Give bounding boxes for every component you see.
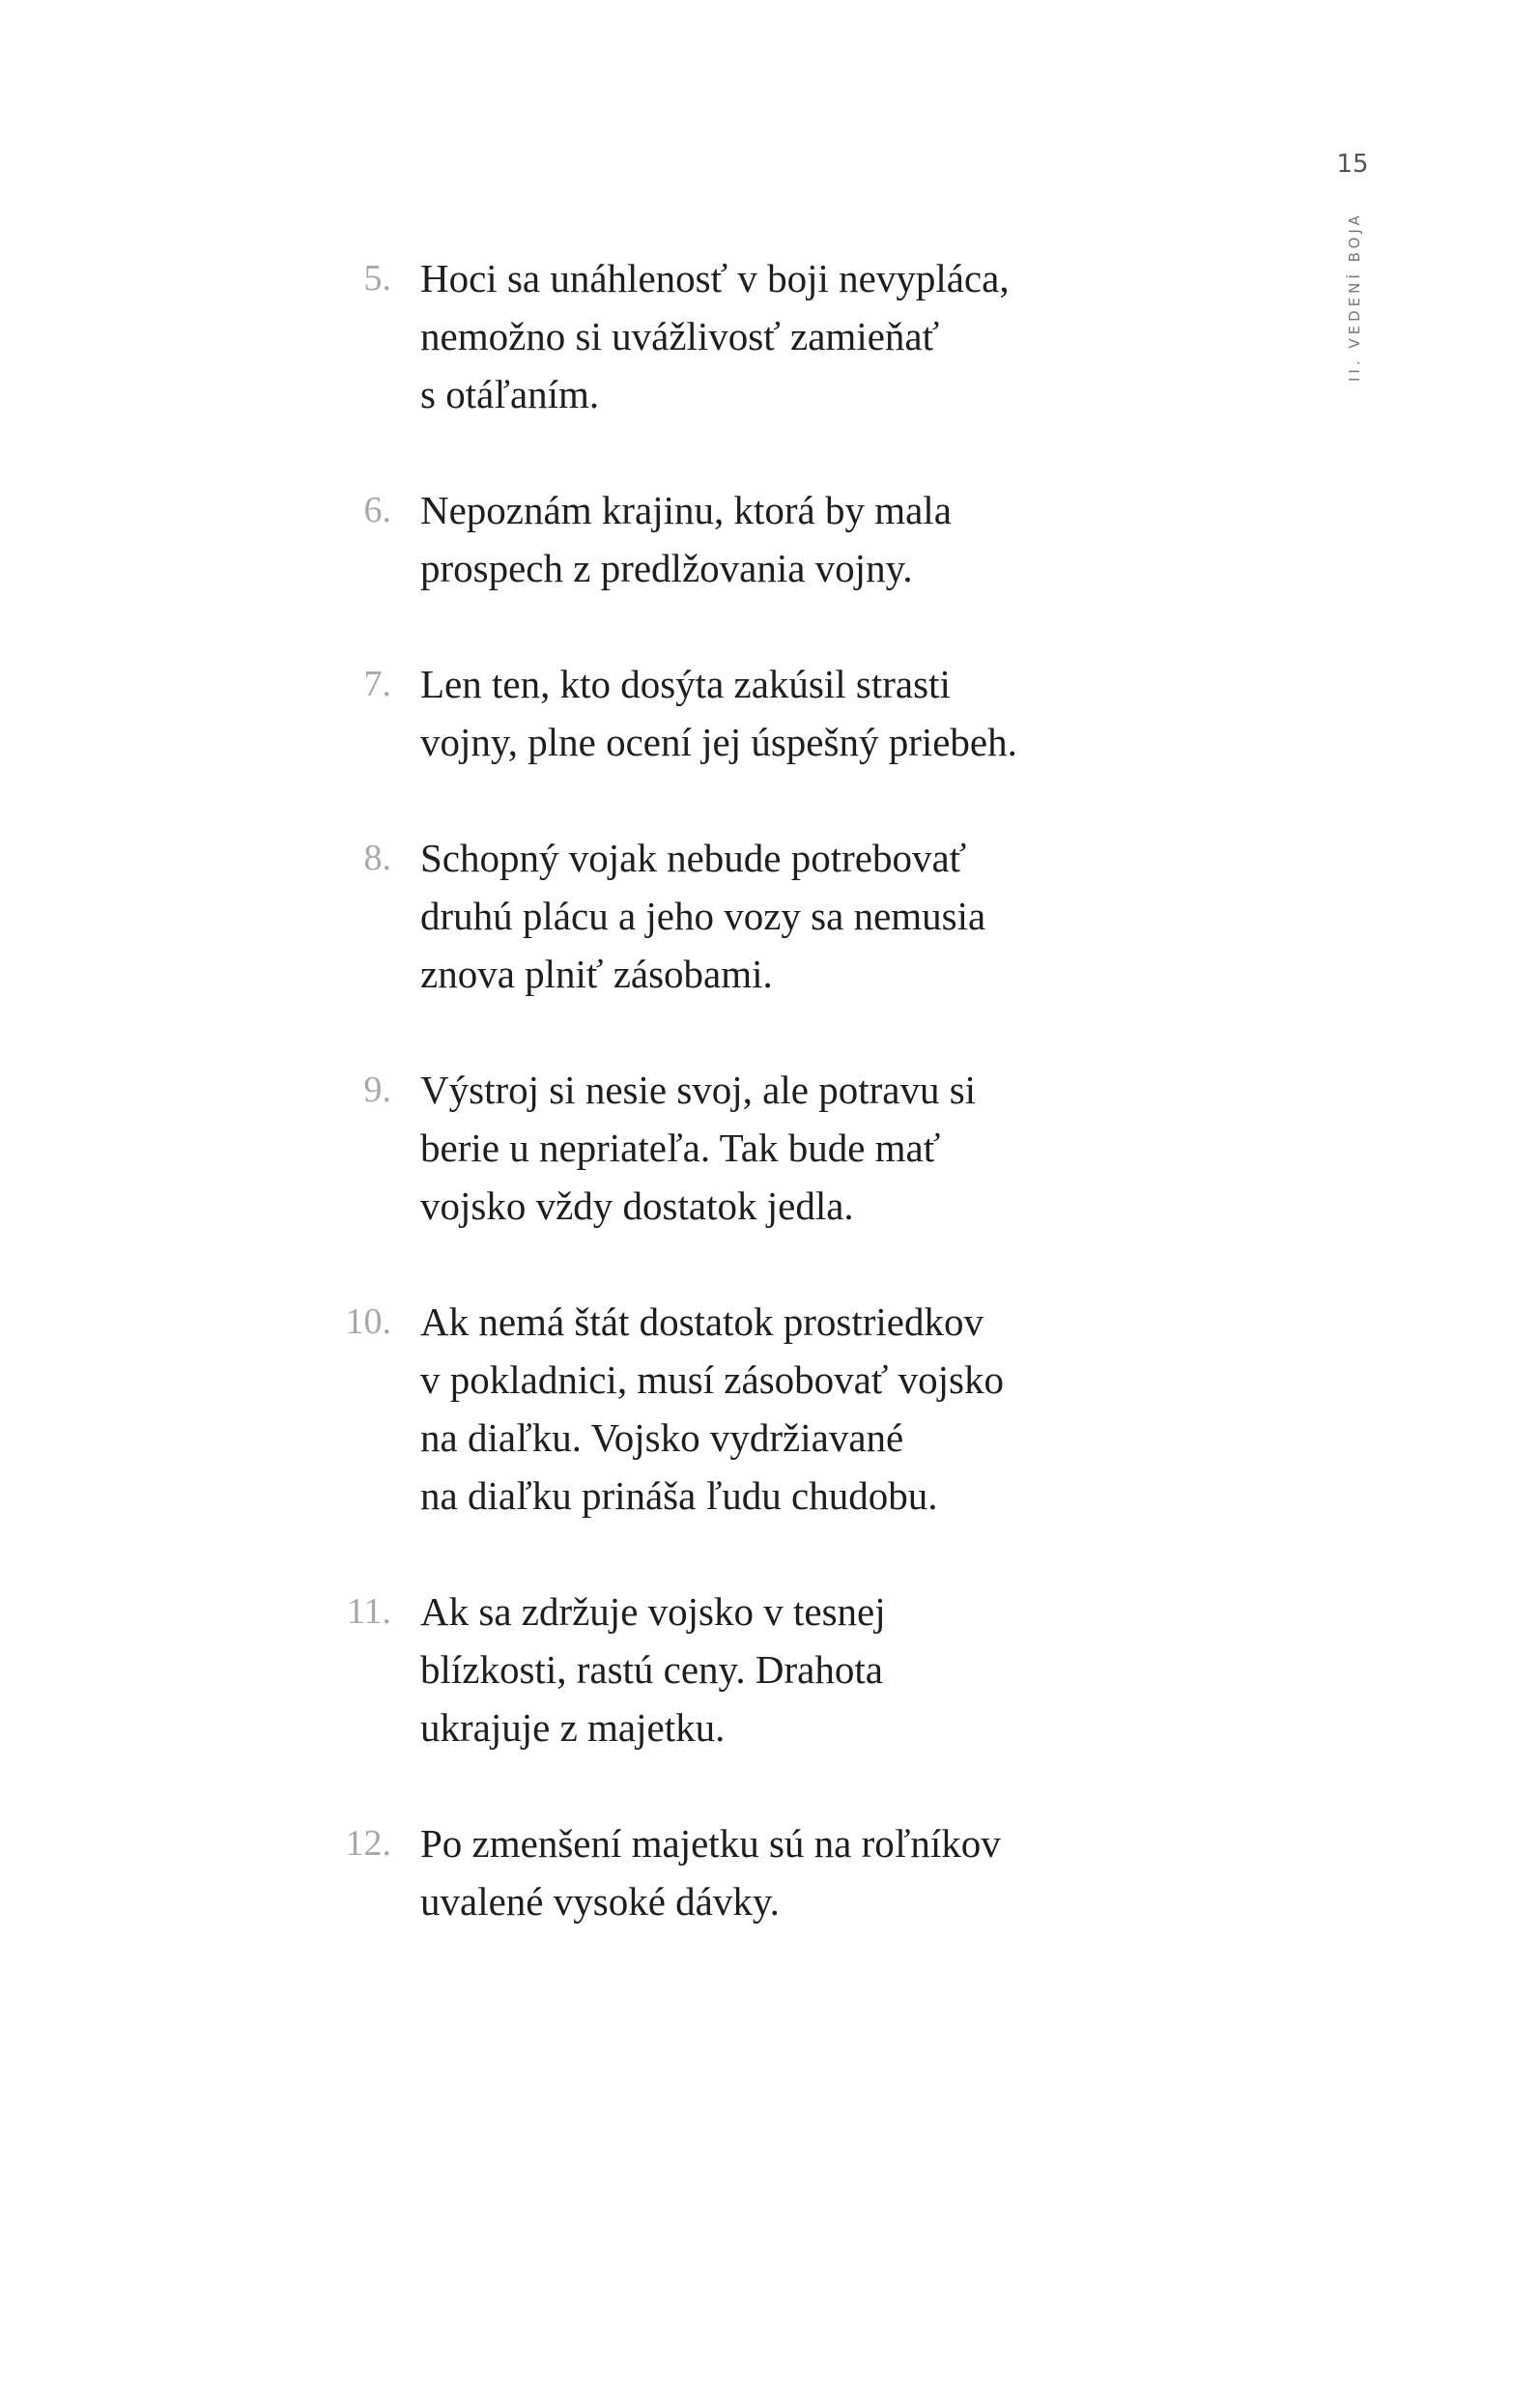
text-line: Výstroj si nesie svoj, ale potravu si [420, 1068, 977, 1112]
text-line: vojny, plne ocení jej úspešný priebeh. [420, 720, 1017, 764]
text-line: uvalené vysoké dávky. [420, 1879, 780, 1924]
running-head: II. VEDENÍ BOJA [1346, 212, 1363, 382]
item-number: 5. [363, 258, 391, 299]
list-item [319, 1293, 1188, 1525]
text-line: nemožno si uvážlivosť zamieňať [420, 314, 940, 358]
text-line: znova plniť zásobami. [420, 952, 773, 996]
item-number: 9. [363, 1070, 391, 1110]
item-text [420, 1293, 1004, 1525]
item-text [420, 1583, 886, 1756]
text-line: Schopný vojak nebude potrebovať [420, 836, 967, 880]
text-line: Nepoznám krajinu, ktorá by mala [420, 488, 952, 532]
list-item [319, 829, 1188, 1003]
text-line: blízkosti, rastú ceny. Drahota [420, 1647, 883, 1692]
list-item [319, 655, 1188, 771]
item-number: 7. [363, 664, 391, 704]
item-number: 6. [363, 490, 391, 530]
item-text [420, 249, 1010, 423]
list-item [319, 1061, 1188, 1235]
text-line: Ak sa zdržuje vojsko v tesnej [420, 1589, 886, 1634]
text-line: na diaľku. Vojsko vydržiavané [420, 1415, 904, 1460]
text-line: Hoci sa unáhlenosť v boji nevypláca, [420, 256, 1010, 300]
item-text [420, 481, 952, 597]
item-text [420, 829, 985, 1003]
text-line: na diaľku prináša ľudu chudobu. [420, 1473, 938, 1518]
text-line: v pokladnici, musí zásobovať vojsko [420, 1357, 1004, 1402]
item-text [420, 655, 1017, 771]
list-item [319, 1814, 1188, 1930]
text-line: Ak nemá štát dostatok prostriedkov [420, 1299, 984, 1344]
text-line: berie u nepriateľa. Tak bude mať [420, 1126, 941, 1170]
list-item [319, 249, 1188, 423]
text-line: druhú plácu a jeho vozy sa nemusia [420, 894, 986, 938]
numbered-list [319, 249, 1188, 1930]
text-line: vojsko vždy dostatok jedla. [420, 1184, 854, 1228]
page-number: 15 [1336, 150, 1369, 179]
text-line: ukrajuje z majetku. [420, 1705, 726, 1750]
item-number: 10. [345, 1301, 391, 1342]
item-text [420, 1061, 976, 1235]
item-number: 8. [363, 838, 391, 878]
item-number: 12. [345, 1823, 391, 1864]
item-number: 11. [346, 1591, 391, 1632]
text-line: prospech z predlžovania vojny. [420, 546, 913, 590]
list-item [319, 481, 1188, 597]
list-item [319, 1583, 1188, 1756]
text-line: Len ten, kto dosýta zakúsil strasti [420, 662, 951, 706]
item-text [420, 1814, 1001, 1930]
text-line: s otáľaním. [420, 372, 600, 416]
text-line: Po zmenšení majetku sú na roľníkov [420, 1821, 1001, 1866]
